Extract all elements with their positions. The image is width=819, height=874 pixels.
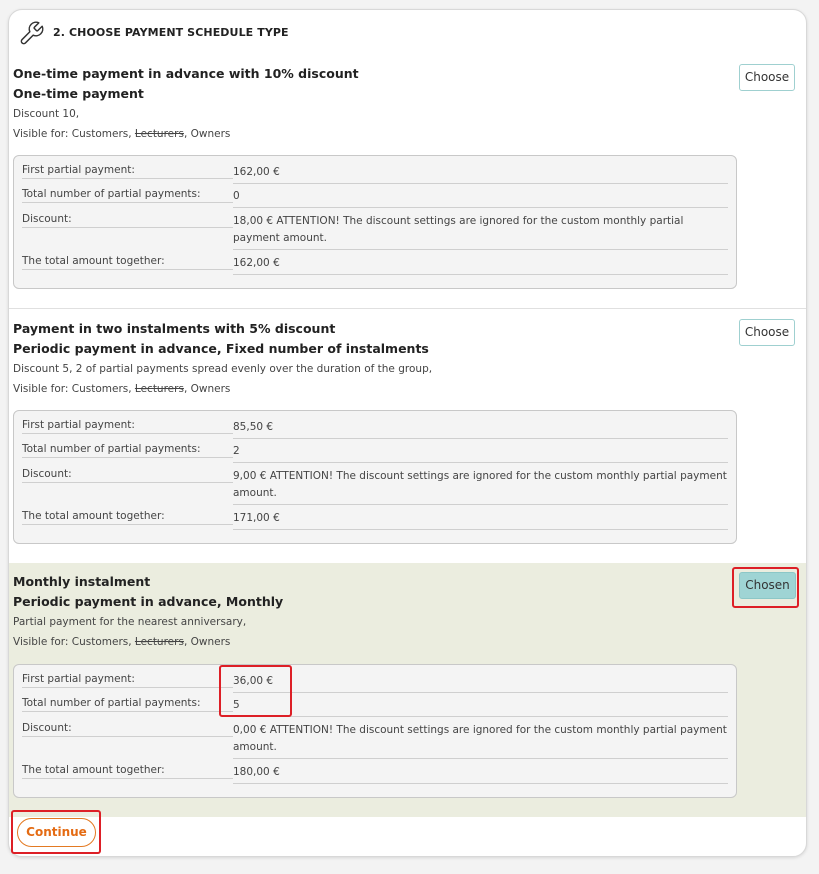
visibility-suffix: , Owners <box>183 636 231 648</box>
visibility-suffix: , Owners <box>183 383 231 395</box>
payment-details-box <box>13 155 737 289</box>
continue-button[interactable]: Continue <box>17 818 96 847</box>
total-amount-value: 171,00 € <box>233 510 728 530</box>
visibility-lecturers-struck: Lecturers <box>134 636 184 648</box>
total-amount-value: 162,00 € <box>233 255 728 275</box>
discount-label: Discount: <box>22 213 233 228</box>
chosen-button[interactable]: Chosen <box>739 572 796 599</box>
option-type: Periodic payment in advance, Fixed number of instalments <box>13 341 429 356</box>
section-header <box>9 10 806 58</box>
total-amount-label: The total amount together: <box>22 255 233 270</box>
first-payment-label: First partial payment: <box>22 673 233 688</box>
visibility-lecturers-struck: Lecturers <box>134 128 184 140</box>
option-description: Discount 10, <box>13 108 80 120</box>
first-payment-label: First partial payment: <box>22 419 233 434</box>
total-number-label: Total number of partial payments: <box>22 443 233 458</box>
option-name: Payment in two instalments with 5% discount <box>13 321 336 336</box>
option-description: Partial payment for the nearest anniversary, <box>13 616 247 628</box>
section-title: 2. CHOOSE PAYMENT SCHEDULE TYPE <box>53 26 289 39</box>
first-payment-value: 162,00 € <box>233 164 728 184</box>
option-name: One-time payment in advance with 10% discount <box>13 66 359 81</box>
option-visibility <box>13 128 230 140</box>
option-type: Periodic payment in advance, Monthly <box>13 594 284 609</box>
first-payment-value: 85,50 € <box>233 419 728 439</box>
total-number-value: 5 <box>233 697 728 717</box>
total-number-label: Total number of partial payments: <box>22 188 233 203</box>
first-payment-label: First partial payment: <box>22 164 233 179</box>
discount-value: 18,00 € ATTENTION! The discount settings are ignored for the custom monthly partial payment amount. <box>233 213 728 250</box>
option-visibility <box>13 636 230 648</box>
discount-value: 0,00 € ATTENTION! The discount settings are ignored for the custom monthly partial payment amount. <box>233 722 728 759</box>
option-visibility <box>13 383 230 395</box>
total-number-label: Total number of partial payments: <box>22 697 233 712</box>
first-payment-value: 36,00 € <box>233 673 728 693</box>
total-amount-label: The total amount together: <box>22 510 233 525</box>
payment-option-one-time <box>9 58 806 309</box>
total-amount-label: The total amount together: <box>22 764 233 779</box>
visibility-prefix: Visible for: Customers, <box>13 636 135 648</box>
option-name: Monthly instalment <box>13 574 151 589</box>
visibility-suffix: , Owners <box>183 128 231 140</box>
wrench-icon <box>18 20 45 47</box>
choose-button[interactable]: Choose <box>739 64 795 91</box>
total-number-value: 2 <box>233 443 728 463</box>
payment-schedule-panel <box>8 9 807 857</box>
option-description: Discount 5, 2 of partial payments spread evenly over the duration of the group, <box>13 363 433 375</box>
payment-details-box <box>13 664 737 798</box>
payment-details-box <box>13 410 737 544</box>
choose-button[interactable]: Choose <box>739 319 795 346</box>
visibility-lecturers-struck: Lecturers <box>134 383 184 395</box>
discount-label: Discount: <box>22 468 233 483</box>
visibility-prefix: Visible for: Customers, <box>13 128 135 140</box>
payment-option-monthly <box>9 563 806 817</box>
discount-value: 9,00 € ATTENTION! The discount settings are ignored for the custom monthly partial payment amount. <box>233 468 728 505</box>
discount-label: Discount: <box>22 722 233 737</box>
option-type: One-time payment <box>13 86 144 101</box>
payment-option-two-instalments <box>9 313 806 563</box>
total-amount-value: 180,00 € <box>233 764 728 784</box>
total-number-value: 0 <box>233 188 728 208</box>
visibility-prefix: Visible for: Customers, <box>13 383 135 395</box>
